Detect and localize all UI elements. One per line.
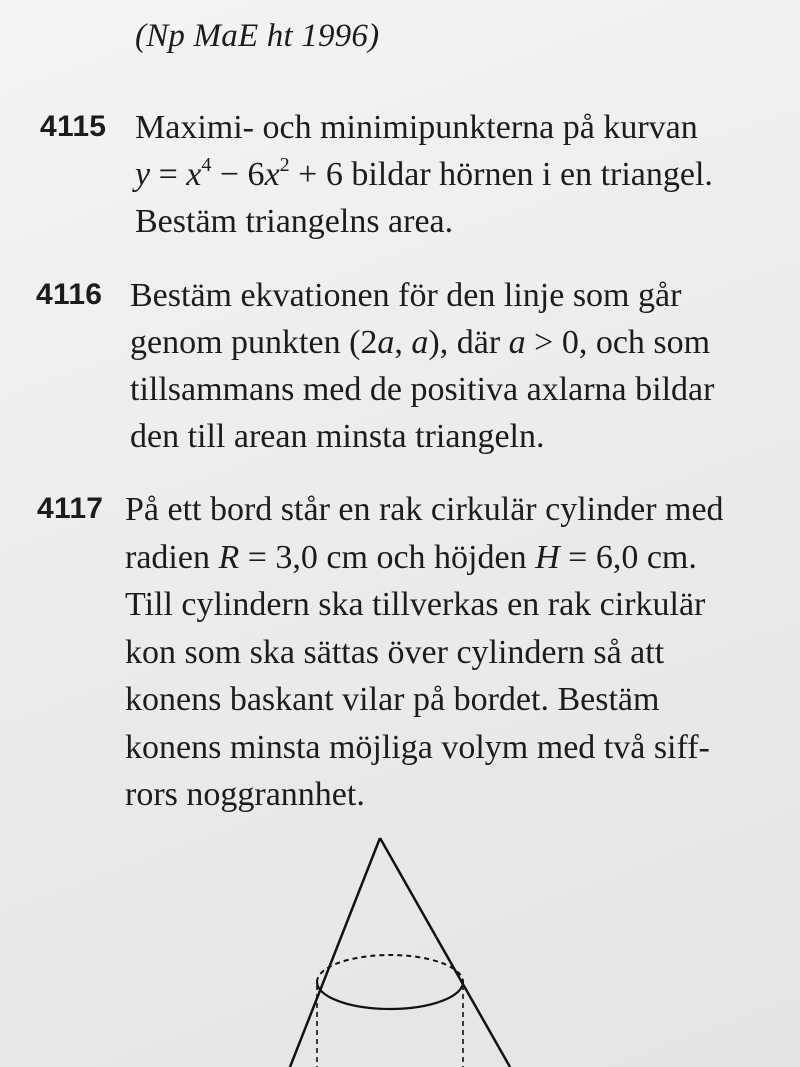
- eq-sign: =: [150, 156, 187, 193]
- text-fragment: genom punkten (2: [130, 324, 378, 361]
- exponent: 2: [279, 154, 290, 176]
- eq-mid: − 6: [211, 156, 265, 193]
- var-a: a: [508, 324, 526, 361]
- cone-over-cylinder-diagram: [280, 830, 520, 1067]
- text-fragment: > 0, och som: [525, 324, 711, 361]
- source-reference: (Np MaE ht 1996): [135, 18, 380, 54]
- text-line: konens minsta möjliga volym med två siff-: [125, 728, 710, 766]
- text-line: rors noggrannhet.: [125, 776, 365, 813]
- cone-side-right: [380, 838, 510, 1067]
- text-fragment: ,: [394, 324, 412, 361]
- text-line: [125, 534, 724, 582]
- text-line: Maximi- och minimipunkterna på kurvan: [135, 109, 698, 146]
- text-line: konens baskant vilar på bordet. Bestäm: [125, 681, 660, 718]
- text-fragment: radien: [125, 538, 219, 576]
- text-fragment: = 3,0 cm och höjden: [239, 538, 536, 576]
- cone-side-left: [290, 838, 380, 1067]
- equation-line: [135, 151, 713, 198]
- var-H: H: [535, 538, 560, 576]
- var-a: a: [411, 324, 429, 361]
- problem-number: 4115: [40, 110, 107, 143]
- text-line: kon som ska sättas över cylindern så att: [125, 633, 665, 671]
- text-line: Bestäm ekvationen för den linje som går: [130, 277, 682, 314]
- var-x: x: [264, 156, 280, 193]
- problem-number: 4117: [37, 492, 104, 525]
- text-fragment: = 6,0 cm.: [559, 538, 697, 576]
- var-R: R: [218, 538, 240, 576]
- text-line: [130, 319, 714, 366]
- exponent: 4: [201, 154, 212, 176]
- text-line: tillsammans med de positiva axlarna bildar: [130, 371, 715, 408]
- cylinder-top-front-edge: [317, 982, 463, 1009]
- cylinder-top-back-edge: [317, 955, 463, 982]
- text-line: På ett bord står en rak cirkulär cylinder med: [125, 491, 724, 528]
- problem-text: [130, 272, 714, 460]
- problem-text: [125, 486, 724, 819]
- text-fragment: ), där: [428, 324, 509, 361]
- problem-text: [135, 104, 713, 245]
- eq-rest: + 6 bildar hörnen i en triangel.: [289, 156, 713, 193]
- text-line: Bestäm triangelns area.: [135, 203, 454, 240]
- text-line: den till arean minsta triangeln.: [130, 418, 545, 455]
- text-line: Till cylindern ska tillverkas en rak cirkulär: [125, 586, 706, 623]
- problem-number: 4116: [36, 278, 103, 311]
- var-a: a: [377, 324, 395, 361]
- var-y: y: [135, 156, 151, 193]
- var-x: x: [186, 156, 202, 193]
